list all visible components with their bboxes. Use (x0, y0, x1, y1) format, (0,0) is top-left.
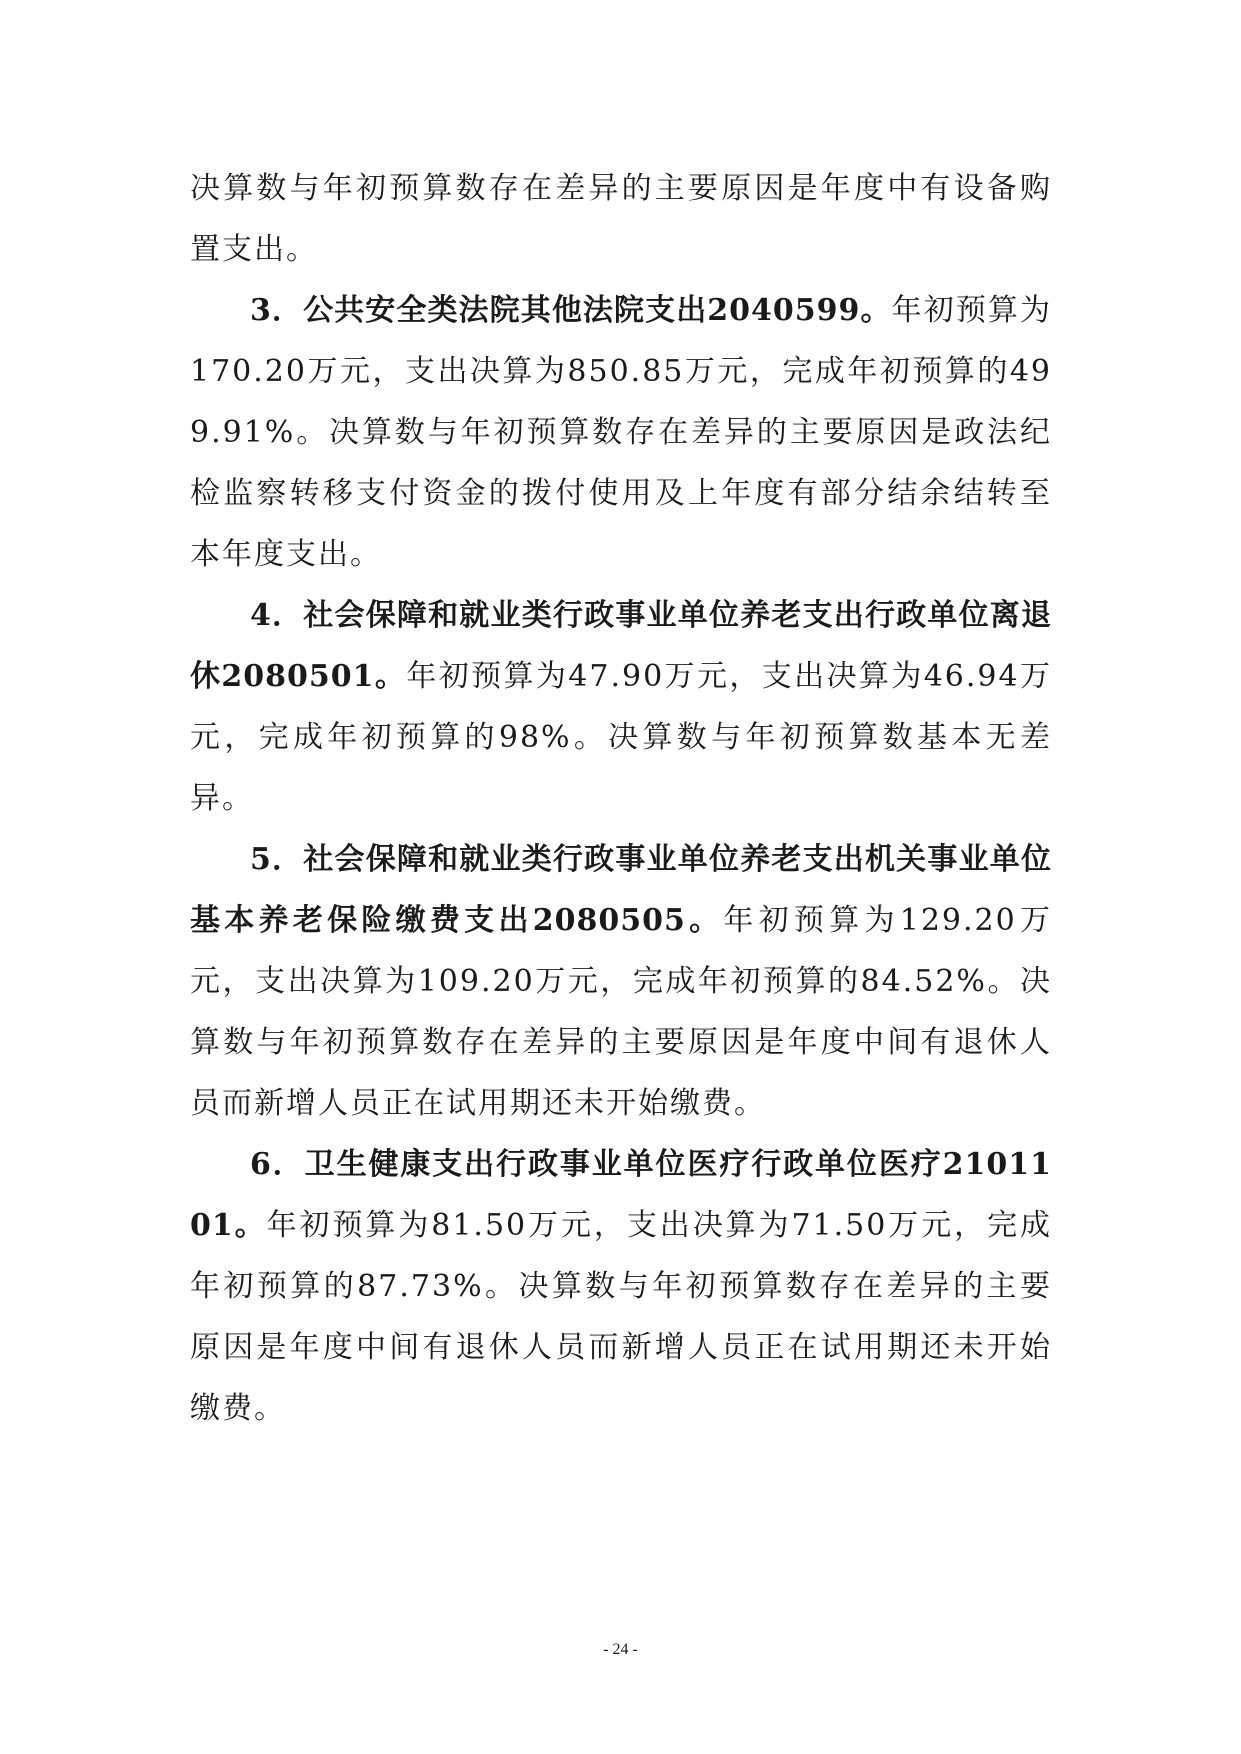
body-text (190, 158, 1052, 1439)
paragraph-item-5 (190, 829, 1052, 1134)
paragraph-text: 年初预算为170.20万元，支出决算为850.85万元，完成年初预算的499.91%。决算数与年初预算数存在差异的主要原因是政法纪检监察转移支付资金的拨付使用及上年度有部分结余结转至本年度支出。 (190, 293, 1053, 572)
paragraph-item-4 (190, 585, 1052, 829)
paragraph-text: 年初预算为129.20万元，支出决算为109.20万元，完成年初预算的84.52%。决算数与年初预算数存在差异的主要原因是年度中间有退休人员而新增人员正在试用期还未开始缴费。 (190, 903, 1052, 1121)
item-heading: 4．社会保障和就业类行政事业单位养老支出行政单位离退休2080501。 (190, 598, 1052, 694)
paragraph-continuation (190, 158, 1052, 280)
item-heading: 5．社会保障和就业类行政事业单位养老支出机关事业单位基本养老保险缴费支出2080505。 (190, 842, 1052, 938)
paragraph-text: 决算数与年初预算数存在差异的主要原因是年度中有设备购置支出。 (190, 171, 1052, 267)
item-heading: 6．卫生健康支出行政事业单位医疗行政单位医疗2101101。 (190, 1147, 1052, 1243)
item-heading: 3．公共安全类法院其他法院支出2040599。 (250, 293, 892, 328)
paragraph-text: 年初预算为81.50万元，支出决算为71.50万元，完成年初预算的87.73%。决算数与年初预算数存在差异的主要原因是年度中间有退休人员而新增人员正在试用期还未开始缴费。 (190, 1208, 1052, 1426)
paragraph-item-6 (190, 1134, 1052, 1439)
paragraph-item-3 (190, 280, 1052, 585)
paragraph-text: 年初预算为47.90万元，支出决算为46.94万元，完成年初预算的98%。决算数与年初预算数基本无差异。 (190, 659, 1052, 816)
page-number: - 24 - (603, 1641, 638, 1658)
